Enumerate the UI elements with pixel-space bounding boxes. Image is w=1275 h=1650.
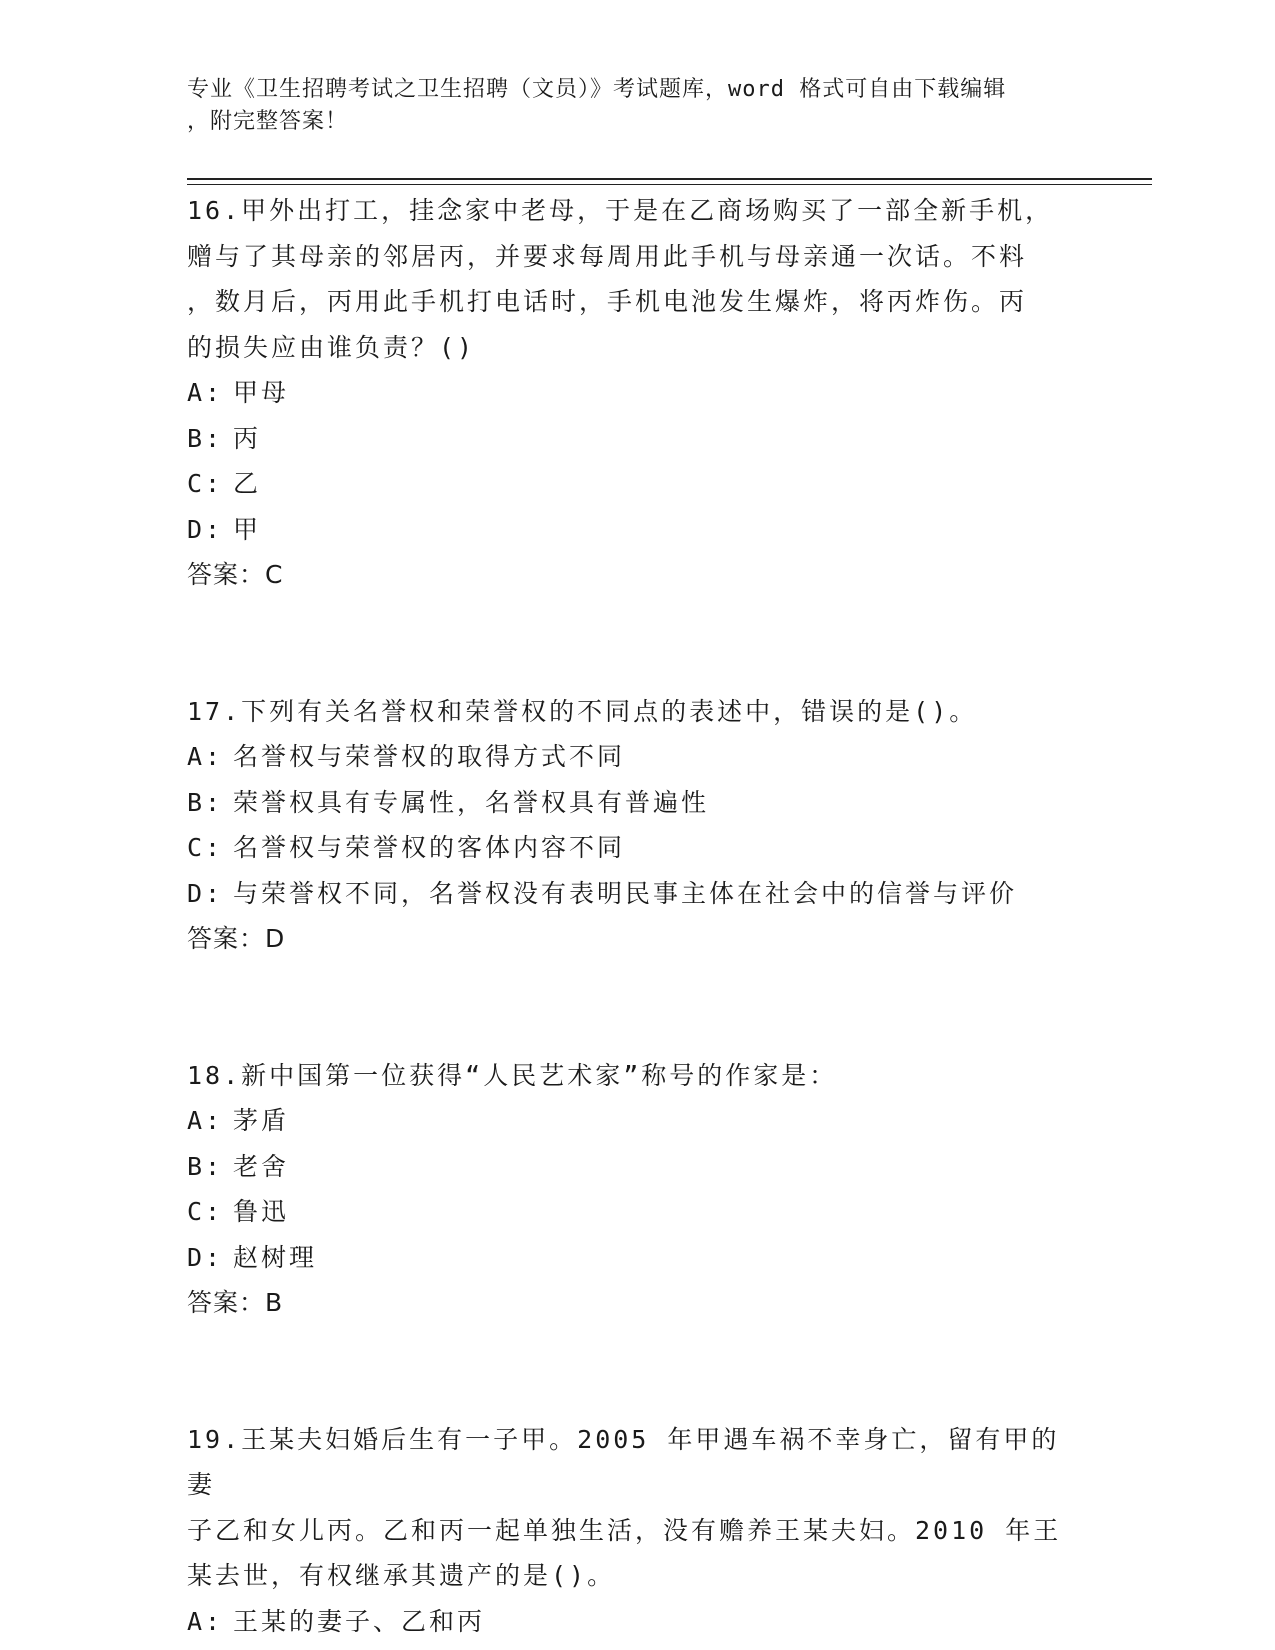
question-text-line: ，数月后，丙用此手机打电话时，手机电池发生爆炸，将丙炸伤。丙	[187, 287, 1028, 316]
question-list	[187, 188, 1087, 1644]
header-divider-thick	[187, 178, 1152, 180]
option-text: 老舍	[233, 1151, 290, 1181]
option-text: 鲁迅	[233, 1197, 290, 1226]
question-text-line: 的损失应由谁负责？()	[187, 332, 476, 362]
option-text: 名誉权与荣誉权的取得方式不同	[233, 742, 626, 771]
option-text: 甲母	[233, 378, 290, 407]
option-key: B:	[187, 1151, 224, 1181]
option-key: B:	[187, 787, 224, 817]
question-text-line: 子乙和女儿丙。乙和丙一起单独生活，没有赡养王某夫妇。2010 年王	[187, 1515, 1062, 1545]
option-a	[187, 1098, 1087, 1144]
question-spacer	[187, 1326, 1087, 1417]
question-text-line: 19.王某夫妇婚后生有一子甲。2005 年甲遇车祸不幸身亡，留有甲的妻	[187, 1424, 1060, 1499]
option-key: C:	[187, 1197, 224, 1226]
answer-line: 答案：C	[187, 560, 284, 589]
option-key: D:	[187, 1242, 224, 1272]
option-a	[187, 734, 1087, 780]
option-text: 茅盾	[233, 1106, 290, 1135]
option-key: D:	[187, 514, 224, 544]
question-text-line: 17.下列有关名誉权和荣誉权的不同点的表述中，错误的是()。	[187, 696, 978, 726]
question-text-line: 18.新中国第一位获得“人民艺术家”称号的作家是：	[187, 1060, 838, 1090]
document-header	[187, 74, 1067, 138]
option-c	[187, 1189, 1087, 1235]
option-text: 王某的妻子、乙和丙	[233, 1606, 486, 1636]
question-text-line: 某去世，有权继承其遗产的是()。	[187, 1561, 616, 1590]
option-text: 甲	[233, 514, 262, 544]
option-text: 丙	[233, 423, 262, 453]
option-a	[187, 1599, 1087, 1645]
option-text: 乙	[233, 469, 262, 498]
option-c	[187, 461, 1087, 507]
option-text: 荣誉权具有专属性，名誉权具有普遍性	[233, 787, 710, 817]
option-a	[187, 370, 1087, 416]
option-b	[187, 416, 1087, 462]
option-key: C:	[187, 469, 224, 498]
question-18	[187, 1053, 1087, 1326]
option-text: 赵树理	[233, 1242, 318, 1272]
option-text: 与荣誉权不同，名誉权没有表明民事主体在社会中的信誉与评价	[233, 878, 1018, 908]
header-line-2: ，附完整答案！	[187, 109, 349, 134]
answer-line: 答案：B	[187, 1288, 284, 1317]
option-key: A:	[187, 742, 224, 771]
option-d	[187, 871, 1087, 917]
option-text: 名誉权与荣誉权的客体内容不同	[233, 833, 626, 862]
question-text-line: 赠与了其母亲的邻居丙，并要求每周用此手机与母亲通一次话。不料	[187, 241, 1028, 271]
option-key: A:	[187, 378, 224, 407]
option-d	[187, 1235, 1087, 1281]
header-divider-thin	[187, 184, 1152, 185]
option-key: B:	[187, 423, 224, 453]
option-b	[187, 1144, 1087, 1190]
option-d	[187, 507, 1087, 553]
answer-line: 答案：D	[187, 924, 286, 953]
question-text-line: 16.甲外出打工，挂念家中老母，于是在乙商场购买了一部全新手机，	[187, 196, 1054, 225]
option-c	[187, 825, 1087, 871]
question-spacer	[187, 598, 1087, 689]
question-19	[187, 1417, 1087, 1645]
question-16	[187, 188, 1087, 598]
header-line-1: 专业《卫生招聘考试之卫生招聘（文员）》考试题库，word 格式可自由下载编辑	[187, 77, 1007, 102]
option-b	[187, 780, 1087, 826]
option-key: A:	[187, 1606, 224, 1636]
option-key: C:	[187, 833, 224, 862]
option-key: D:	[187, 878, 224, 908]
option-key: A:	[187, 1106, 224, 1135]
question-17	[187, 689, 1087, 962]
question-spacer	[187, 962, 1087, 1053]
